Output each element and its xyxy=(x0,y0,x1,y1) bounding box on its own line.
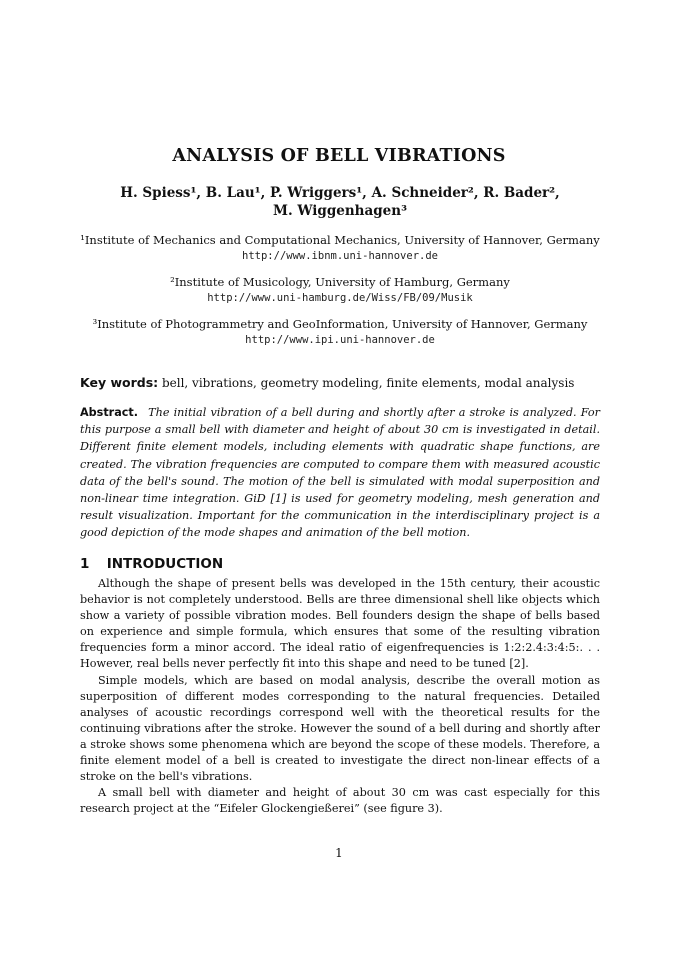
affiliation-3-name: ³Institute of Photogrammetry and GeoInformation, University of Hannover, Germany xyxy=(92,317,588,331)
page-number: 1 xyxy=(335,846,343,860)
abstract-block xyxy=(80,404,600,542)
introduction-body xyxy=(80,576,600,817)
paper-title: ANALYSIS OF BELL VIBRATIONS xyxy=(172,146,506,166)
keywords-label: Key words: xyxy=(80,375,159,390)
section-title: INTRODUCTION xyxy=(106,556,224,572)
keywords-text: bell, vibrations, geometry modeling, finite elements, modal analysis xyxy=(161,376,575,390)
affiliation-2-url[interactable]: http://www.uni-hamburg.de/Wiss/FB/09/Musik xyxy=(207,292,473,304)
affiliation-1-name: ¹Institute of Mechanics and Computational Mechanics, University of Hannover, Germany xyxy=(80,233,600,247)
section-heading xyxy=(80,556,223,572)
paragraph-2: Simple models, which are based on modal analysis, describe the overall motion as superposition of different modes corresponding to the natural frequencies. Detailed analyses of acoustic recordings correspond well with the theoretical results for the continuing vibrations after the stroke. However the sound of a bell during and shortly after a stroke shows some phenomena which are beyond the scope of these models. Therefore, a finite element model of a bell is created to investigate the direct non-linear effects of a stroke on the bell's vibrations. xyxy=(80,673,600,784)
paragraph-3: A small bell with diameter and height of about 30 cm was cast especially for this research project at the “Eifeler Glockengießerei” (see figure 3). xyxy=(80,786,600,816)
keywords-line xyxy=(80,375,600,391)
section-number: 1 xyxy=(80,556,90,572)
affiliation-2 xyxy=(60,274,620,306)
affiliation-1-url[interactable]: http://www.ibnm.uni-hannover.de xyxy=(242,250,438,262)
author-list: H. Spiess¹, B. Lau¹, P. Wriggers¹, A. Schneider², R. Bader², M. Wiggenhagen³ xyxy=(120,185,560,219)
affiliation-2-name: ²Institute of Musicology, University of Hamburg, Germany xyxy=(170,275,510,289)
affiliation-1 xyxy=(60,232,620,264)
paragraph-1: Although the shape of present bells was developed in the 15th century, their acoustic behavior is not completely understood. Bells are three dimensional shell like objects which show a variety of possible vibration modes. Bell founders design the shape of bells based on experience and simple formula, which ensures that some of the resulting vibration frequencies form a minor accord. The ideal ratio of eigenfrequencies is 1:2:2.4:3:4:5:. . . However, real bells never perfectly fit into this shape and need to be tuned [2]. xyxy=(80,577,600,671)
affiliation-3 xyxy=(60,316,620,348)
abstract-text: The initial vibration of a bell during and shortly after a stroke is analyzed. For this purpose a small bell with diameter and height of about 30 cm is investigated in detail. Different finite element models, including elements with quadratic shape functions, are created. The vibration frequencies are computed to compare them with measured acoustic data of the bell's sound. The motion of the bell is simulated with modal superposition and non-linear time integration. GiD [1] is used for geometry modeling, mesh generation and result visualization. Important for the communication in the interdisciplinary project is a good depiction of the mode shapes and animation of the bell motion. xyxy=(80,406,600,540)
abstract-label: Abstract. xyxy=(80,406,138,419)
affiliation-3-url[interactable]: http://www.ipi.uni-hannover.de xyxy=(245,334,435,346)
